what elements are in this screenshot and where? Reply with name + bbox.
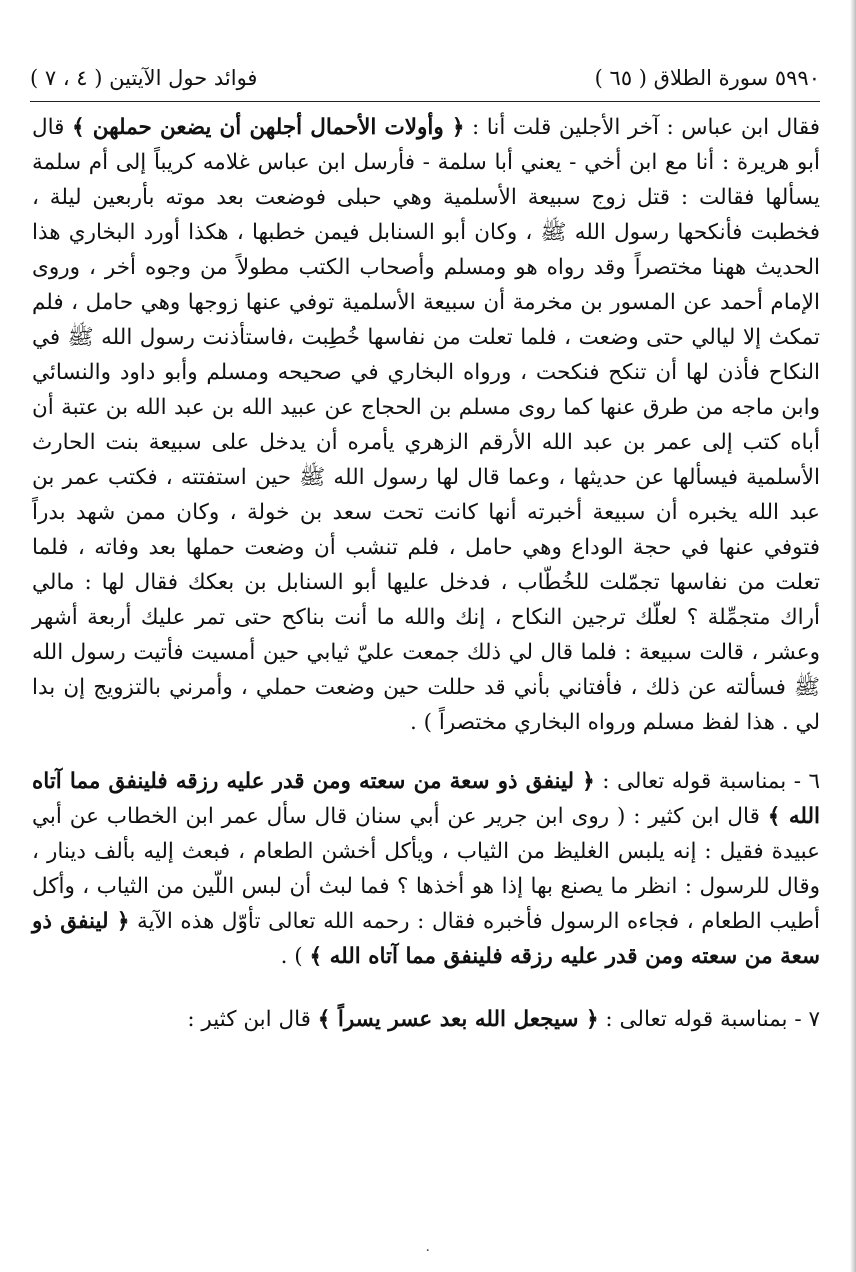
page-title: ٥٩٩٠ سورة الطلاق ( ٦٥ ) [594,66,820,90]
section-title: فوائد حول الآيتين ( ٤ ، ٧ ) [30,66,258,90]
p2-close: ) . [280,944,310,969]
paragraph-hadith [32,110,820,740]
p3-verse: ﴿ سيجعل الله بعد عسر يسراً ﴾ [317,1007,599,1032]
footer-mark: · [425,1243,430,1259]
paragraph-item-7 [32,1002,820,1037]
paragraph-item-6 [32,764,820,974]
p2-verse: ﴿ لينفق ذو سعة من سعته ومن قدر عليه رزقه فلينفق مما آتاه الله ﴾ [32,769,820,829]
p1-verse: ﴿ وأولات الأحمال أجلهن أن يضعن حملهن ﴾ [71,115,465,140]
p3-intro: ٧ - بمناسبة قوله تعالى : [598,1007,820,1032]
p2-text: قال ابن كثير : ( روى ابن جرير عن أبي سنان قال سأل عمر ابن الخطاب عن أبي عبيدة فقيل : إنه يلبس الغليظ من الثياب ، ويأكل أخشن الطعام ، فبعث إليه بألف دينار ، وقال للرسول : انظر ما يصنع بها إذا هو أخذها ؟ فما لبث أن لبس اللّين من الثياب ، وأكل أطيب الطعام ، فجاءه الرسول فأخبره فقال : رحمه الله تعالى تأوّل هذه الآية [32,804,821,934]
page-header [30,58,820,98]
header-rule [30,101,820,102]
p1-intro: فقال ابن عباس : آخر الأجلين قلت أنا : [464,115,820,140]
p3-text: قال ابن كثير : [187,1007,318,1032]
p1-text: قال أبو هريرة : أنا مع ابن أخي - يعني أبا سلمة - فأرسل ابن عباس غلامه كريباً إلى أم سلمة يسألها فقالت : قتل زوج سبيعة الأسلمية وهي حبلى فوضعت بعد موته بأربعين ليلة ، فخطبت فأنكحها رسول الله ﷺ ، وكان أبو السنابل فيمن خطبها ، هكذا أورد البخاري هذا الحديث ههنا مختصراً وقد رواه هو ومسلم وأصحاب الكتب مطولاً من وجوه أخر ، وروى الإمام أحمد عن المسور بن مخرمة أن سبيعة الأسلمية توفي عنها زوجها وهي حامل ، فلم تمكث إلا ليالي حتى وضعت ، فلما تعلت من نفاسها خُطِبت ،فاستأذنت رسول الله ﷺ في النكاح فأذن لها أن تنكح فنكحت ، ورواه البخاري في صحيحه ومسلم وأبو داود والنسائي وابن ماجه من طرق عنها كما روى مسلم بن الحجاج عن عبيد الله بن عبد الله بن عتبة أن أباه كتب إلى عمر بن عبد الله الأرقم الزهري يأمره أن يدخل على سبيعة بنت الحارث الأسلمية فيسألها عن حديثها ، وعما قال لها رسول الله ﷺ حين استفتته ، فكتب عمر بن عبد الله يخبره أن سبيعة أخبرته أنها كانت تحت سعد بن خولة ، وكان ممن شهد بدراً فتوفي عنها في حجة الوداع وهي حامل ، فلم تنشب أن وضعت حملها بعد وفاته ، فلما تعلت من نفاسها تجمّلت للخُطّاب ، فدخل عليها أبو السنابل بن بعكك فقال لها : مالي أراك متجمِّلة ؟ لعلّك ترجين النكاح ، إنك والله ما أنت بناكح حتى تمر عليك أربعة أشهر وعشر ، قالت سبيعة : فلما قال لي ذلك جمعت عليّ ثيابي حين أمسيت فأتيت رسول الله ﷺ فسألته عن ذلك ، فأفتاني بأني قد حللت حين وضعت حملي ، وأمرني بالتزويج إن بدا لي . هذا لفظ مسلم ورواه البخاري مختصراً ) . [32,115,820,735]
p2-intro: ٦ - بمناسبة قوله تعالى : [594,769,820,794]
p2-verse-repeat: ﴿ لينفق ذو سعة من سعته ومن قدر عليه رزقه فلينفق مما آتاه الله ﴾ [32,909,820,969]
page-body [32,110,820,1037]
scan-edge [850,0,856,1272]
